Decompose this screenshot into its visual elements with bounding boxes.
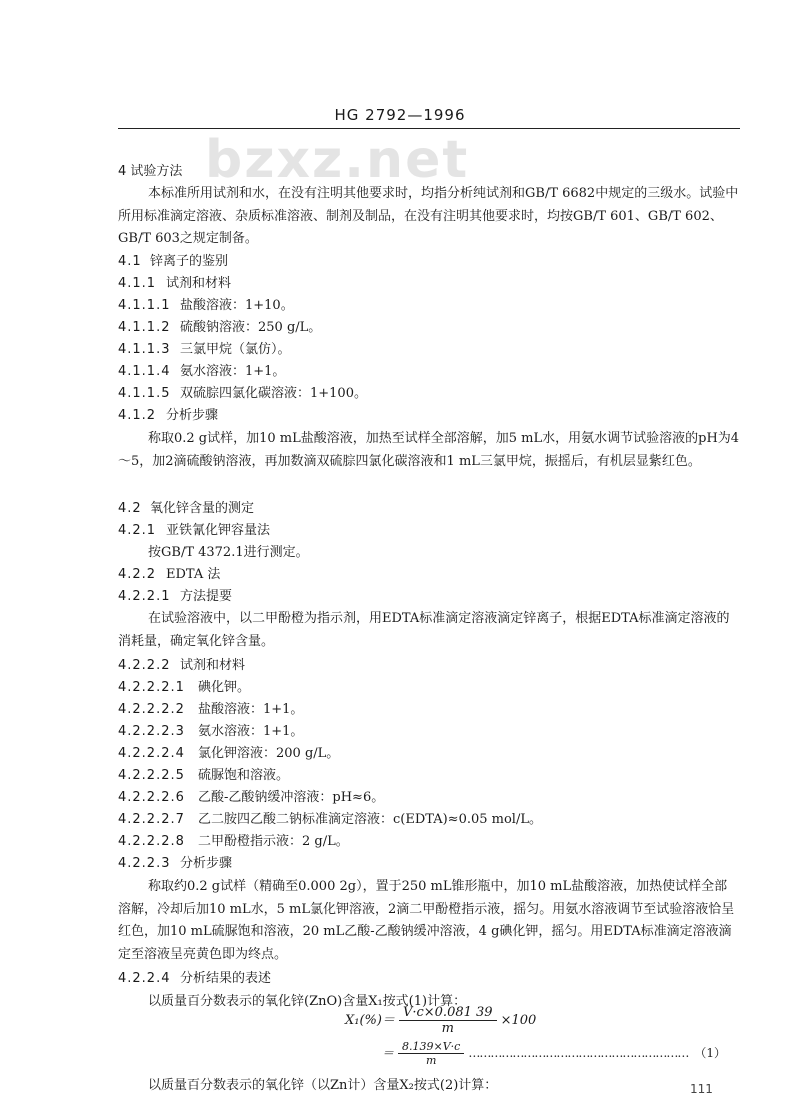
item-number: 4.2.2.2.3	[118, 724, 185, 739]
item-text: 乙酸-乙酸钠缓冲溶液：pH≈6。	[198, 790, 385, 805]
item-number: 4.2.2.2.5	[118, 768, 185, 783]
item-4-2-2-2-3	[118, 720, 303, 739]
intro-paragraph: 本标准所用试剂和水，在没有注明其他要求时，均指分析纯试剂和GB/T 6682中规定的三级水。试验中所用标准滴定溶液、杂质标准溶液、制剂及制品，在没有注明其他要求时，均按GB/T 601、GB/T 602、GB/T 603之规定制备。	[118, 186, 739, 246]
item-4-1-1-4	[118, 360, 285, 379]
paragraph-last: 以质量百分数表示的氧化锌（以Zn计）含量X₂按式(2)计算：	[148, 1078, 498, 1093]
item-4-2-2-2-8	[118, 830, 349, 849]
item-text: 分析步骤	[166, 408, 219, 423]
item-4-2-1	[118, 519, 270, 538]
formula-fraction-1	[399, 1005, 497, 1036]
formula-line-2	[382, 1040, 726, 1067]
item-4-1	[118, 250, 228, 269]
paragraph-4-2-2-4: 以质量百分数表示的氧化锌(ZnO)含量X₁按式(1)计算：	[148, 994, 467, 1009]
item-4-2-2-4	[118, 967, 271, 986]
item-text: 硫酸钠溶液：250 g/L。	[180, 320, 322, 335]
watermark: bzxz.net	[205, 130, 470, 190]
item-text: 盐酸溶液：1+10。	[180, 298, 294, 313]
item-number: 4.1.1.2	[118, 320, 171, 335]
item-4-1-1-2	[118, 316, 321, 335]
item-text: 试剂和材料	[180, 658, 246, 673]
item-number: 4.1.1.1	[118, 298, 171, 313]
item-text: 氯化钾溶液：200 g/L。	[198, 746, 340, 761]
item-text: 硫脲饱和溶液。	[198, 768, 290, 783]
paragraph-4-2-2-1: 在试验溶液中，以二甲酚橙为指示剂，用EDTA标准滴定溶液滴定锌离子，根据EDTA标准滴定溶液的消耗量，确定氧化锌含量。	[118, 611, 730, 649]
item-4-1-2	[118, 404, 218, 423]
item-4-1-1-1	[118, 294, 294, 313]
item-text: 方法提要	[180, 589, 233, 604]
item-4-2-2-2	[118, 654, 245, 673]
item-4-1-1-5	[118, 382, 367, 401]
item-4-2-2-3	[118, 852, 232, 871]
item-text: 氨水溶液：1+1。	[180, 364, 286, 379]
formula-denominator: m	[425, 1054, 437, 1067]
item-text: 亚铁氰化钾容量法	[166, 523, 271, 538]
item-text: 锌离子的鉴别	[150, 254, 229, 269]
item-number: 4.1	[118, 254, 142, 269]
item-number: 4.2.2.4	[118, 971, 171, 986]
item-text: 二甲酚橙指示液：2 g/L。	[198, 834, 349, 849]
formula-equals: ＝	[382, 1046, 395, 1060]
item-text: EDTA 法	[166, 567, 221, 582]
formula-fraction-2	[398, 1040, 464, 1067]
item-text: 乙二胺四乙酸二钠标准滴定溶液：c(EDTA)≈0.05 mol/L。	[198, 812, 542, 827]
item-number: 4.2.2.2.6	[118, 790, 185, 805]
item-number: 4.2.2.2.1	[118, 680, 185, 695]
item-4-2-2-2-4	[118, 742, 339, 761]
item-text: 分析结果的表述	[180, 971, 272, 986]
item-number: 4.1.1.3	[118, 342, 171, 357]
item-4-1-1-3	[118, 338, 291, 357]
item-text: 试剂和材料	[166, 276, 232, 291]
item-number: 4.2.2.2.4	[118, 746, 185, 761]
item-number: 4.2.2.2.8	[118, 834, 185, 849]
item-4-2-2-2-2	[118, 698, 303, 717]
item-4-1-1	[118, 272, 231, 291]
paragraph-4-2-2-3: 称取约0.2 g试样（精确至0.000 2g），置于250 mL锥形瓶中，加10 mL盐酸溶液，加热使试样全部溶解，冷却后加10 mL水，5 mL氯化钾溶液，2滴二甲酚橙指示液，摇匀。用氨水溶液调节至试验溶液恰呈红色，加10 mL硫脲饱和溶液，20 mL乙酸-乙酸钠缓冲溶液，4 g碘化钾，摇匀。用EDTA标准滴定溶液滴定至溶液呈亮黄色即为终点。	[118, 879, 735, 962]
item-number: 4.2.2	[118, 567, 157, 582]
formula-numerator: 8.139×V·c	[398, 1040, 464, 1054]
header-rule	[118, 128, 740, 129]
item-4-2	[118, 497, 254, 516]
standard-number-header: HG 2792—1996	[334, 106, 466, 124]
item-4-2-2-1	[118, 585, 232, 604]
formula-lhs: X₁(%)＝	[345, 1013, 395, 1028]
item-4-2-2-2-7	[118, 808, 542, 827]
item-number: 4.2.2.2	[118, 658, 171, 673]
item-text: 盐酸溶液：1+1。	[198, 702, 304, 717]
formula-label: （1）	[694, 1046, 726, 1060]
item-text: 碘化钾。	[198, 680, 251, 695]
item-4-2-2	[118, 563, 220, 582]
item-text: 三氯甲烷（氯仿）。	[180, 342, 291, 357]
formula-leader-dots: ……………………………………………………	[468, 1046, 689, 1060]
formula-denominator: m	[441, 1021, 454, 1036]
item-number: 4.2.2.1	[118, 589, 171, 604]
item-number: 4.1.2	[118, 408, 157, 423]
item-number: 4.2.2.2.7	[118, 812, 185, 827]
item-text: 分析步骤	[180, 856, 233, 871]
item-text: 氨水溶液：1+1。	[198, 724, 304, 739]
item-number: 4.2.1	[118, 523, 157, 538]
formula-line-1	[345, 1005, 536, 1036]
item-number: 4.1.1.4	[118, 364, 171, 379]
paragraph-4-1-2: 称取0.2 g试样，加10 mL盐酸溶液，加热至试样全部溶解，加5 mL水，用氨水调节试验溶液的pH为4～5，加2滴硫酸钠溶液，再加数滴双硫腙四氯化碳溶液和1 mL三氯甲烷，振摇后，有机层显紫红色。	[118, 431, 740, 469]
paragraph-4-2-1: 按GB/T 4372.1进行测定。	[148, 545, 309, 560]
item-text: 氧化锌含量的测定	[150, 501, 255, 516]
section-4-title: 4 试验方法	[118, 164, 183, 179]
page-number: 111	[690, 1082, 713, 1096]
item-4-2-2-2-1	[118, 676, 250, 695]
item-number: 4.1.1.5	[118, 386, 171, 401]
item-number: 4.1.1	[118, 276, 157, 291]
item-text: 双硫腙四氯化碳溶液：1+100。	[180, 386, 367, 401]
item-number: 4.2.2.3	[118, 856, 171, 871]
formula-tail: ×100	[500, 1013, 537, 1028]
item-number: 4.2	[118, 501, 142, 516]
item-number: 4.2.2.2.2	[118, 702, 185, 717]
item-4-2-2-2-6	[118, 786, 384, 805]
formula-numerator: V·c×0.081 39	[399, 1005, 497, 1021]
item-4-2-2-2-5	[118, 764, 289, 783]
